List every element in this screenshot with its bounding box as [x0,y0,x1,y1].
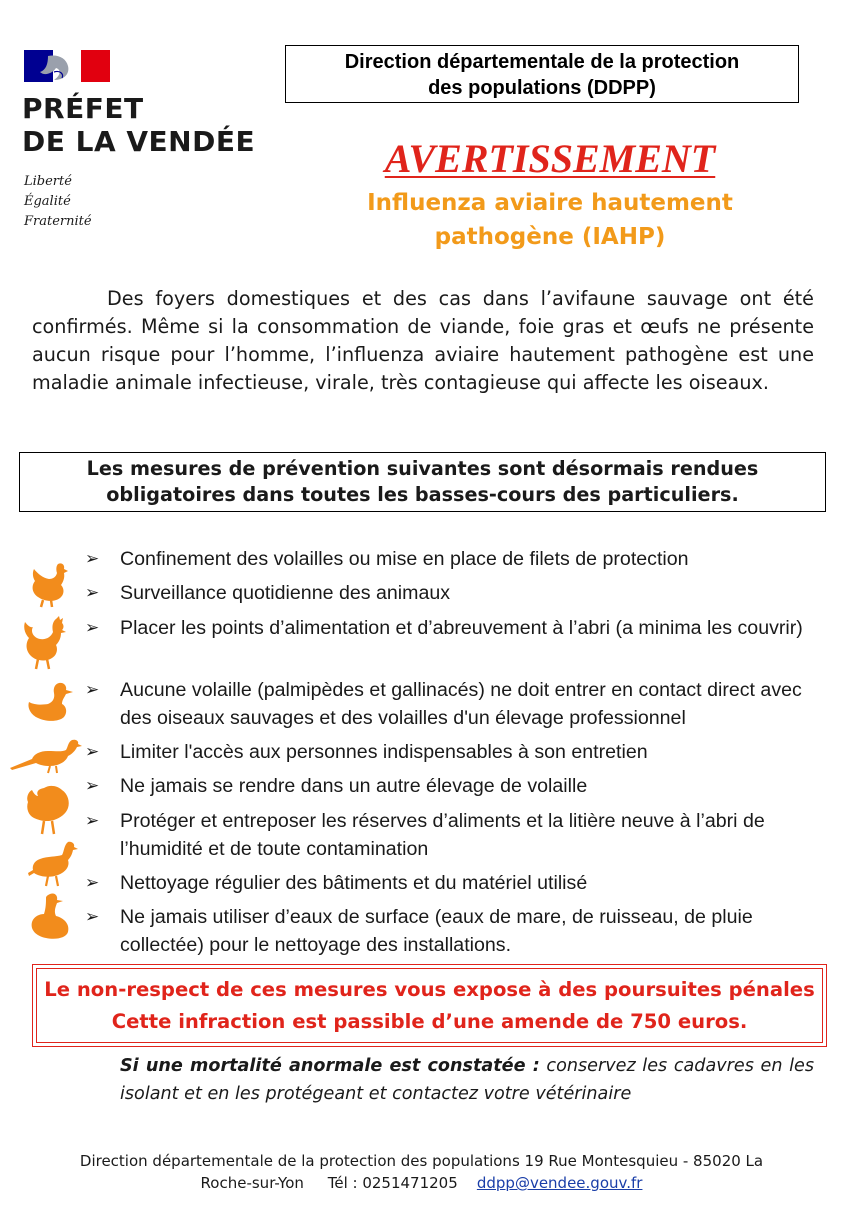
measure-item [85,772,820,800]
mandatory-measures-notice [19,452,826,512]
warning-line1: Le non-respect de ces mesures vous expose à des poursuites pénales [44,978,815,1001]
warning-title: AVERTISSEMENT [384,136,716,181]
goose-icon [28,892,72,944]
measure-text: Aucune volaille (palmipèdes et gallinacés) ne doit entrer en contact direct avec des oiseaux sauvages et des volailles d'un élevage professionnel [120,679,802,729]
measure-item [85,614,820,642]
footer-phone: Tél : 0251471205 [327,1174,458,1192]
footer-address-line1: Direction départementale de la protection des populations 19 Rue Montesquieu - 85020 La [79,1152,764,1170]
measure-text: Ne jamais se rendre dans un autre élevage de volaille [120,775,588,797]
disease-subtitle [330,186,770,254]
arrow-bullet-icon: ➢ [85,873,100,893]
arrow-bullet-icon: ➢ [85,811,100,831]
measure-text: Ne jamais utiliser d’eaux de surface (eaux de mare, de ruisseau, de pluie collectée) pour le nettoyage des installations. [120,906,753,956]
footer-email-link[interactable]: ddpp@vendee.gouv.fr [476,1174,643,1192]
arrow-bullet-icon: ➢ [85,776,100,796]
duck-icon [26,680,74,724]
notice-line2: obligatoires dans toutes les basses-cours des particuliers. [106,483,739,506]
republic-motto [24,172,144,232]
ddpp-line2: des populations (DDPP) [428,77,656,99]
footer-address-line2 [40,1172,803,1194]
penalty-warning-box [32,964,827,1047]
arrow-bullet-icon: ➢ [85,680,100,700]
footer-city: Roche-sur-Yon [200,1174,304,1192]
measure-item [85,903,820,959]
subtitle-line2: pathogène (IAHP) [434,224,666,250]
measure-text: Nettoyage régulier des bâtiments et du matériel utilisé [120,872,588,894]
subtitle-line1: Influenza aviaire hautement [367,190,733,216]
rooster-icon [22,616,70,670]
arrow-bullet-icon: ➢ [85,742,100,762]
mortality-note [120,1052,814,1108]
measure-text: Limiter l'accès aux personnes indispensables à son entretien [120,741,648,763]
motto-egalite: Égalité [24,194,71,209]
measure-item [85,738,820,766]
hen-icon [28,560,72,608]
ddpp-line1: Direction départementale de la protection [344,51,740,73]
measure-item [85,869,820,897]
prefet-title-line2: DE LA VENDÉE [22,125,256,158]
penalty-warning-inner [36,968,823,1043]
notice-line1: Les mesures de prévention suivantes sont désormais rendues [86,457,759,480]
arrow-bullet-icon: ➢ [85,549,100,569]
turkey-icon [24,784,72,836]
prefet-title [22,92,282,158]
arrow-bullet-icon: ➢ [85,618,100,638]
measure-text: Surveillance quotidienne des animaux [120,582,451,604]
measure-item [85,807,820,863]
measure-text: Placer les points d’alimentation et d’abreuvement à l’abri (a minima les couvrir) [120,617,803,639]
motto-liberte: Liberté [24,174,72,189]
mortality-lead: Si une mortalité anormale est constatée : [120,1056,540,1076]
measure-item [85,579,820,607]
ddpp-header-box [285,45,799,103]
measure-text: Confinement des volailles ou mise en place de filets de protection [120,548,689,570]
footer [40,1150,803,1194]
intro-paragraph: Des foyers domestiques et des cas dans l’avifaune sauvage ont été confirmés. Même si la consommation de viande, foie gras et œufs ne présente aucun risque pour l’homme, l’influenza aviaire hautement pathogène est une maladie animale infectieuse, virale, très contagieuse qui affecte les oiseaux. [32,287,814,394]
measure-text: Protéger et entreposer les réserves d’aliments et la litière neuve à l’abri de l’humidité et de toute contamination [120,810,765,860]
pheasant-icon [10,738,82,774]
warning-line2: Cette infraction est passible d’une amende de 750 euros. [111,1010,748,1033]
arrow-bullet-icon: ➢ [85,907,100,927]
guinea-fowl-icon [28,840,78,888]
arrow-bullet-icon: ➢ [85,583,100,603]
measure-item [85,545,820,573]
marianne-flag-logo [24,50,110,82]
motto-fraternite: Fraternité [24,214,92,229]
mortality-instructions: conservez les cadavres en les isolant et en les protégeant et contactez votre vétérinaire [120,1056,814,1104]
measure-item [85,676,820,732]
prefet-title-line1: PRÉFET [22,92,144,125]
